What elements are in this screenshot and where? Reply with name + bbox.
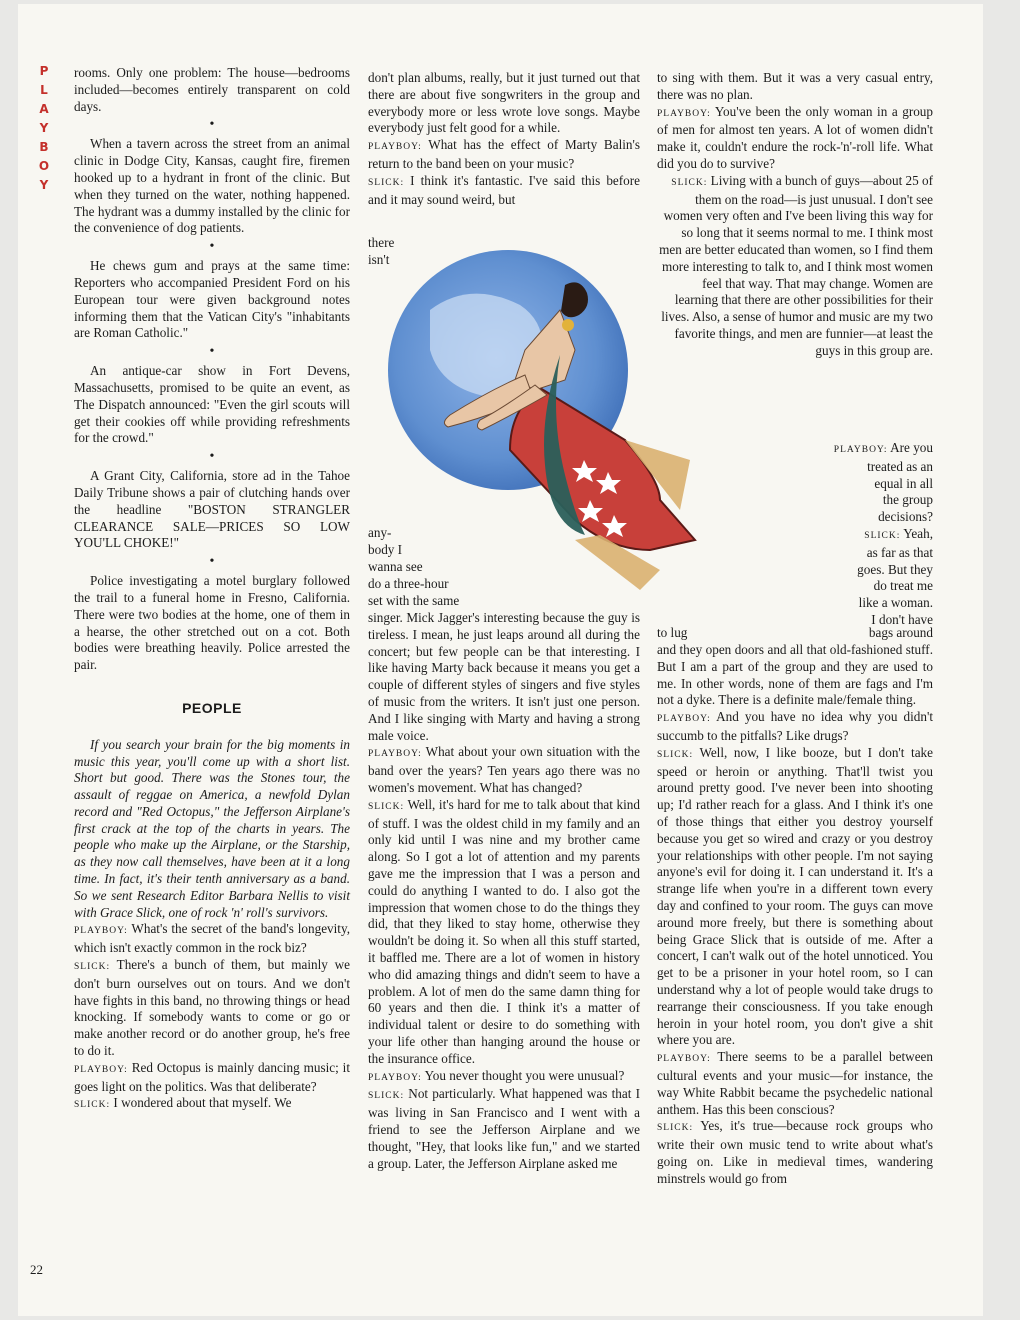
wrap-line: the group [882, 492, 933, 508]
bullet-separator: • [209, 239, 215, 255]
item-paragraph: He chews gum and prays at the same time: Reporters who accompanied President Ford on his European tour were given background notes informing them that the Vatican City's "inhabitants are Roman Catholic." [74, 258, 350, 341]
speaker-label: SLICK: [657, 749, 694, 760]
item-paragraph: A Grant City, California, store ad in the Tahoe Daily Tribune shows a pair of clutching hands over the headline "BOSTON STRANGLER CLEARANCE SALE—PRICES SO LOW YOU'LL CHOKE!" [74, 468, 350, 551]
wrap-line: do treat me [873, 578, 933, 594]
speaker-label: PLAYBOY: [74, 926, 128, 937]
wrap-line: body I [368, 542, 403, 557]
rocket-illustration [360, 250, 710, 605]
masthead-letter: Y [39, 178, 49, 192]
qa-question [74, 1060, 350, 1096]
qa-text: What about your own situation with the band over the years? Ten years ago there was no women's movement. What has changed? [368, 744, 641, 795]
wrap-line: decisions? [878, 509, 933, 525]
speaker-label: SLICK: [368, 177, 405, 188]
speaker-label: PLAYBOY: [74, 1064, 128, 1075]
qa-text: Not particularly. What happened was that I was living in San Francisco and I went with a friend to see the Jefferson Airplane and we thought, "Hey, that looks like fun," and we started a group. Later, the Jefferson Airplane asked me [368, 1086, 640, 1171]
qa-answer [368, 1086, 640, 1172]
speaker-label: PLAYBOY: [368, 749, 422, 760]
column-2-top [368, 70, 640, 208]
column-1 [74, 65, 350, 1114]
column-2-bottom [368, 610, 640, 1172]
column-3-bottom [657, 642, 933, 1188]
wrap-line: I don't have [871, 611, 933, 627]
people-intro: If you search your brain for the big moments in music this year, you'll come up with a short list. Short but good. There was the Stones tour, the assault of reggae on America, a newfold Dylan record and "Red Octopus," the Jefferson Airplane's first crack at the top of the charts in years. The people who make up the Airplane, or the Starship, as they now call themselves, have been at it a long time. In fact, it's their tenth anniversary as a band. So we sent Research Editor Barbara Nellis to visit with Grace Slick, one of rock 'n' roll's survivors. [74, 736, 350, 920]
speaker-label: SLICK: [74, 1100, 111, 1111]
qa-answer [368, 797, 640, 1068]
wrap-line: there [368, 235, 395, 250]
wrap-text: Yeah, [903, 525, 933, 541]
qa-continuation: to sing with them. But it was a very casual entry, there was no plan. [657, 70, 933, 102]
masthead-letter: L [40, 83, 48, 97]
wrap-line: to lug [657, 625, 688, 640]
qa-question [657, 104, 933, 173]
masthead-letter: P [39, 64, 49, 78]
qa-continuation: and they open doors and all that old-fashioned stuff. But I am a part of the group and they are used to me. In other words, none of them are fags and I'm not a dyke. There is a definite male/female thing. [657, 642, 933, 708]
wrap-line: isn't [368, 252, 390, 267]
bullet-separator: • [209, 344, 215, 360]
qa-question [368, 1068, 640, 1087]
speaker-label: PLAYBOY: [833, 445, 888, 455]
qa-question [368, 137, 640, 173]
qa-text: There's a bunch of them, but mainly we don't burn ourselves out on tours. And we don't have fights in this band, no throwing things or head knocking. If somebody wants to come or go or make another record or do another group, he's free to do it. [74, 957, 351, 1059]
wrap-line: equal in all [874, 475, 933, 491]
column-3-wrap [800, 440, 933, 629]
masthead-letter: Y [39, 121, 49, 135]
qa-question [657, 709, 933, 745]
wrap-text: Are you [890, 440, 933, 455]
qa-answer [368, 173, 640, 209]
page-number: 22 [30, 1262, 43, 1277]
qa-question [657, 1049, 933, 1118]
masthead-letter: A [39, 102, 49, 116]
qa-continuation: don't plan albums, really, but it just turned out that there are about five songwriters in the group and everybody more or less wrote love songs. Maybe everybody just felt good for a while. [368, 70, 640, 136]
qa-text: You've been the only woman in a group of men for almost ten years. A lot of women didn't make it, couldn't endure the rock-'n'-roll life. What did you do to survive? [657, 103, 933, 171]
qa-text: Yes, it's true—because rock groups who write their own music tend to write about what's going on. Like in medieval times, wandering minstrels would go from [657, 1118, 933, 1186]
speaker-label: PLAYBOY: [368, 142, 422, 153]
wrap-line: set with the same [368, 593, 460, 608]
qa-text: Well, it's hard for me to talk about that kind of stuff. I was the oldest child in my family and an only kid until I was nine and my brother came along. So I got a lot of attention and my parents gave me the impression that I was a person and could do anything I wanted to do. I also got the impression that women chose to do the things they did, that they liked to stay home, otherwise they wouldn't be doing it. So when all this stuff started, it baffled me. There are a lot of women in history who did amazing things and didn't seem to have a problem. A lot of men do the same damn thing for 60 years and then die. I think it's a matter of individual talent or desire to do something with your life other than hanging around the house or the insurance office. [368, 796, 640, 1066]
item-paragraph: An antique-car show in Fort Devens, Massachusetts, promised to be quite an event, as The Dispatch announced: "Even the girl scouts will get their cookies off while providing refreshments for the crowd." [74, 363, 350, 446]
speaker-label: PLAYBOY: [657, 714, 711, 725]
speaker-label: SLICK: [864, 530, 901, 541]
wrap-line: any- [368, 525, 392, 540]
qa-text: Red Octopus is mainly dancing music; it goes light on the politics. Was that deliberate? [74, 1059, 351, 1094]
qa-text: Living with a bunch of guys—about 25 of them on the road—is just unusual. I don't see women very often and I've been living this way for so long that it seems normal to me. I think most men are better educated than women, so I find them more interesting to talk to, and I think most women feel that way. That may change. Women are learning that there are other possibilities for their lives. Also, a sense of humor and music are my two favorite things, and men are funnier—at least the guys in this group are. [659, 172, 933, 358]
wrap-line: like a woman. [858, 595, 933, 611]
speaker-label: SLICK: [368, 1091, 405, 1102]
item-paragraph: When a tavern across the street from an animal clinic in Dodge City, Kansas, caught fire, firemen hooked up to a hydrant in front of the clinic. But when they turned on the water, nothing happened. The hydrant was a dummy installed by the clinic for the convenience of dog patients. [74, 136, 350, 236]
wrap-line: wanna see [368, 559, 423, 574]
masthead-letter: B [39, 140, 49, 154]
bullet-separator: • [209, 554, 215, 570]
speaker-label: SLICK: [671, 177, 708, 188]
wrap-line: bags around [868, 625, 933, 640]
wrap-line: goes. But they [857, 561, 933, 577]
qa-text: And you have no idea why you didn't succumb to the pitfalls? Like drugs? [657, 709, 933, 743]
speaker-label: SLICK: [74, 962, 111, 973]
qa-text: Well, now, I like booze, but I don't take speed or heroin or anything. That'll twist you around pretty good. I've never been into shooting up; I'd rather reach for a glass. And I think it's one of those things that either you destroy yourself because you get so wired and crazy or you destroy your relationships with other people. I'm not saying anyone's evil for doing it. I can understand it. It's a strange life when you're in a different town every day and confined to your room. The guys can move around more freely, but there is something about being Grace Slick that is outside of me. After a concert, I can't walk out of the hotel unnoticed. You get to be a prisoner in your hotel room, so I can understand why a lot of people would take drugs to rearrange their consciousness. If you take enough heroin in your hotel room, you don't give a shit where you are. [657, 744, 934, 1048]
speaker-label: PLAYBOY: [368, 1072, 422, 1083]
item-paragraph: Police investigating a motel burglary followed the trail to a funeral home in Fresno, California. There were two bodies at the home, one of them in a hearse, the other stretched out on a cot. Both bodies were breathing heavily. Police arrested the pair. [74, 573, 350, 673]
wrap-line: as far as that [866, 544, 933, 560]
speaker-label: SLICK: [657, 1123, 694, 1134]
qa-continuation: singer. Mick Jagger's interesting because the guy is tireless. I mean, he just leaps around all during the concert; but few people can be that interesting. I like having Marty back because it means you get a couple of different styles of singers and five styles of music from the writers. It isn't just one person. And I like singing with Marty and having a strong male voice. [368, 610, 640, 743]
item-paragraph: rooms. Only one problem: The house—bedrooms included—becomes entirely transparent on cold days. [74, 65, 350, 114]
people-heading: PEOPLE [182, 699, 242, 716]
speaker-label: PLAYBOY: [657, 108, 711, 119]
qa-text: What has the effect of Marty Balin's return to the band been on your music? [368, 137, 640, 171]
wrap-line [800, 440, 933, 459]
bullet-separator: • [209, 449, 215, 465]
wrap-line: do a three-hour [368, 576, 449, 591]
qa-text: I wondered about that myself. We [113, 1095, 292, 1111]
qa-answer [74, 1095, 350, 1114]
playboy-vertical-masthead [36, 62, 52, 195]
wrap-line: treated as an [867, 458, 933, 474]
qa-text: You never thought you were unusual? [424, 1067, 625, 1083]
wrap-line [800, 526, 933, 545]
qa-answer [657, 1118, 933, 1187]
qa-text: What's the secret of the band's longevity, which isn't exactly common in the rock biz? [74, 921, 351, 956]
qa-question [74, 921, 350, 957]
qa-text: There seems to be a parallel between cultural events and your music—for instance, the way White Rabbit became the psychedelic national anthem. Has this been conscious? [657, 1049, 933, 1117]
masthead-letter: O [38, 159, 50, 173]
bullet-separator: • [209, 117, 215, 133]
qa-answer [657, 745, 933, 1049]
qa-question [368, 744, 640, 796]
qa-answer [74, 957, 350, 1060]
qa-text: I think it's fantastic. I've said this before and it may sound weird, but [368, 172, 641, 207]
speaker-label: PLAYBOY: [657, 1054, 711, 1065]
speaker-label: SLICK: [368, 801, 405, 812]
